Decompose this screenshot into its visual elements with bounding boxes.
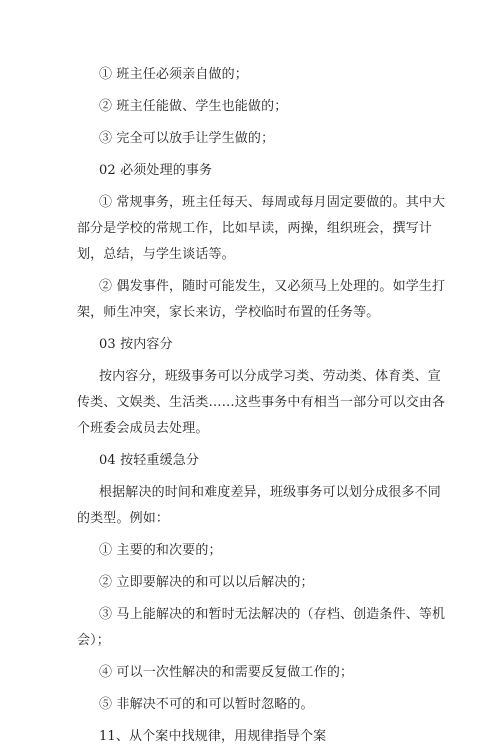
body-paragraph: 按内容分，班级事务可以分成学习类、劳动类、体育类、宣传类、文娱类、生活类……这些事务中有相当一部分可以交由各个班委会成员去处理。 <box>77 369 446 436</box>
body-paragraph: ② 偶发事件，随时可能发生，又必须马上处理的。如学生打架，师生冲突，家长来访，学校临时布置的任务等。 <box>77 279 446 320</box>
body-paragraph: ① 常规事务，班主任每天、每周或每月固定要做的。其中大部分是学校的常规工作，比如早读，两操，组织班会，撰写计划，总结，与学生谈话等。 <box>77 195 446 262</box>
list-item: ④ 可以一次性解决的和需要反复做工作的； <box>99 665 354 680</box>
list-item: ① 班主任必须亲自做的； <box>99 67 248 82</box>
section-heading: 04 按轻重缓急分 <box>99 453 200 468</box>
list-item: ⑤ 非解决不可的和可以暂时忽略的。 <box>99 697 314 712</box>
list-item: ③ 完全可以放手让学生做的； <box>99 131 275 146</box>
section-heading: 02 必须处理的事务 <box>99 163 213 178</box>
body-paragraph: 根据解决的时间和难度差异，班级事务可以划分成很多不同的类型。例如： <box>77 485 441 526</box>
list-item: ③ 马上能解决的和暂时无法解决的（存档、创造条件、等机会）； <box>77 607 446 648</box>
section-heading: 03 按内容分 <box>99 337 173 352</box>
list-item: ② 班主任能做、学生也能做的； <box>99 99 288 114</box>
list-item: ② 立即要解决的和可以以后解决的； <box>99 575 314 590</box>
list-item: ① 主要的和次要的； <box>99 543 222 558</box>
section-heading: 11、从个案中找规律，用规律指导个案 <box>99 729 327 744</box>
